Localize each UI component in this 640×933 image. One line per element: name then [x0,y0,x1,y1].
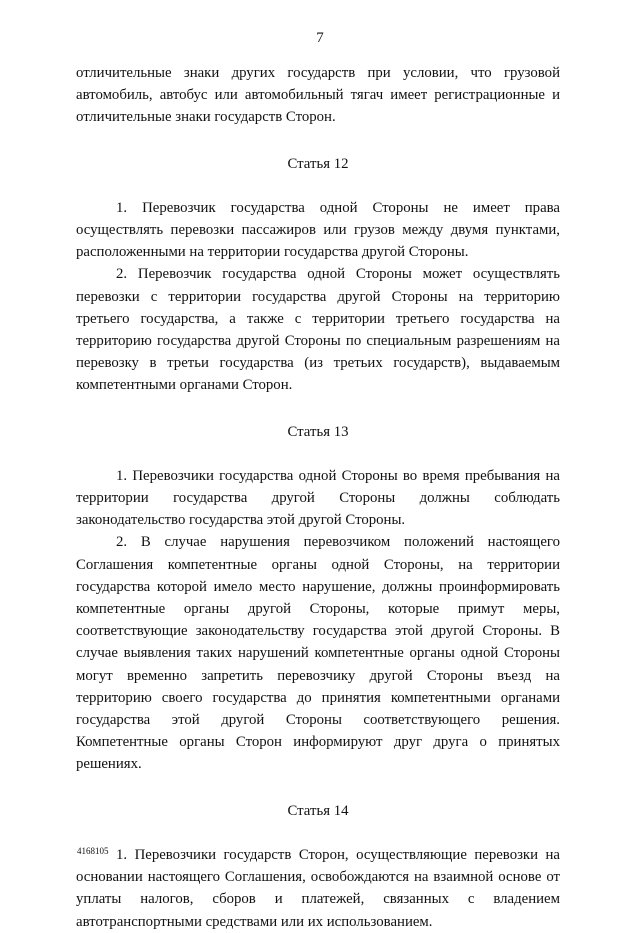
article-12-paragraph-1: 1. Перевозчик государства одной Стороны не имеет права осуществлять перевозки пассажиров или грузов между двумя пунктами, расположенными на территории государства другой Стороны. [76,199,560,261]
article-12-title: Статья 12 [287,155,349,172]
article-13-title: Статья 13 [287,423,349,440]
article-14-paragraph-1: 1. Перевозчики государств Сторон, осуществляющие перевозки на основании настоящего Соглашения, освобождаются на взаимной основе от уплаты налогов, сборов и платежей, связанных с владением автотранспортными средствами или их использованием. [76,846,560,930]
document-code: 4168105 [77,846,109,856]
article-12-paragraph-2: 2. Перевозчик государства одной Стороны может осуществлять перевозки с территории государства другой Стороны на территорию третьего государства, а также с территории третьего государства на территорию государства другой Стороны по специальным разрешениям на перевозку в третьи государства (из третьих государств), выдаваемым компетентными органами Сторон. [76,266,560,394]
document-body [76,62,560,933]
article-13-paragraph-2: 2. В случае нарушения перевозчиком положений настоящего Соглашения компетентные органы одной Стороны, на территории государства которой имело место нарушение, должны проинформировать компетентные органы другой Стороны, которые примут меры, соответствующие законодательству государства этой другой Стороны. В случае выявления таких нарушений компетентные органы одной Стороны могут временно запретить перевозчику другой Стороны въезд на территорию своего государства до принятия компетентными органами государства этой другой Стороны соответствующего решения. Компетентные органы Сторон информируют друг друга о принятых решениях. [76,534,560,773]
article-14-title: Статья 14 [287,802,349,819]
intro-paragraph: отличительные знаки других государств при условии, что грузовой автомобиль, автобус или автомобильный тягач имеет регистрационные и отличительные знаки государств Сторон. [76,65,560,126]
page-number: 7 [316,30,324,46]
article-13-paragraph-1: 1. Перевозчики государства одной Стороны во время пребывания на территории государства другой Стороны должны соблюдать законодательство государства этой другой Стороны. [76,467,560,529]
